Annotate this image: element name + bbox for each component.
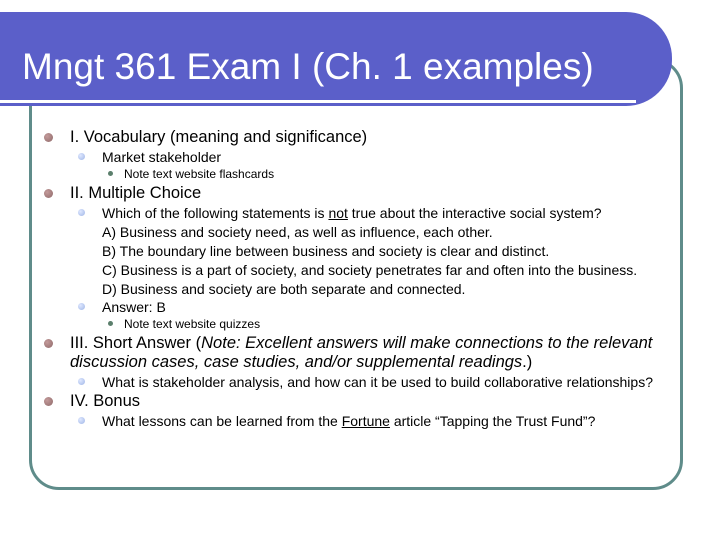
bullet-icon xyxy=(108,321,113,326)
emphasis-not: not xyxy=(328,205,348,221)
short-answer-note: Note: Excellent answers will make connections to the relevant discussion cases, case studies, and/or supplemental readings xyxy=(70,334,653,371)
section-title-start: III. Short Answer ( xyxy=(70,334,202,352)
bullet-icon xyxy=(44,339,53,348)
question xyxy=(40,374,680,390)
choice-a: A) Business and society need, as well as influence, each other. xyxy=(102,224,493,240)
bullet-icon xyxy=(44,189,53,198)
section-title: II. Multiple Choice xyxy=(70,184,202,202)
bullet-icon xyxy=(44,397,53,406)
choice-b: B) The boundary line between business and society is clear and distinct. xyxy=(102,243,550,259)
question xyxy=(40,205,680,221)
list-item xyxy=(40,316,680,332)
title-bar xyxy=(0,12,672,106)
bullet-icon xyxy=(78,153,85,160)
section-title: IV. Bonus xyxy=(70,392,141,410)
question-text-start: Which of the following statements is xyxy=(102,205,329,221)
section-title: I. Vocabulary (meaning and significance) xyxy=(70,128,368,146)
question xyxy=(40,413,680,429)
section-multiple-choice xyxy=(40,184,680,203)
item-text: Note text website quizzes xyxy=(124,317,261,331)
section-bonus xyxy=(40,392,680,411)
bullet-icon xyxy=(78,417,85,424)
section-vocabulary xyxy=(40,128,680,147)
question-text-end: article “Tapping the Trust Fund”? xyxy=(389,413,596,429)
bullet-icon xyxy=(78,209,85,216)
slide-title: Mngt 361 Exam I (Ch. 1 examples) xyxy=(22,46,594,87)
question-text-end: true about the interactive social system? xyxy=(347,205,602,221)
choice-c: C) Business is a part of society, and society penetrates far and often into the business. xyxy=(102,262,638,278)
question-text-start: What lessons can be learned from the xyxy=(102,413,342,429)
answer xyxy=(40,299,680,315)
bullet-icon xyxy=(44,133,53,142)
item-text: Market stakeholder xyxy=(102,149,222,165)
fortune-title: Fortune xyxy=(341,413,390,429)
answer-text: Answer: B xyxy=(102,299,166,315)
bullet-icon xyxy=(108,171,113,176)
title-underline xyxy=(0,100,636,103)
choice-d: D) Business and society are both separate and connected. xyxy=(102,281,466,297)
item-text: Note text website flashcards xyxy=(124,167,275,181)
section-short-answer xyxy=(40,334,680,372)
question-text: What is stakeholder analysis, and how can it be used to build collaborative relationships? xyxy=(102,374,653,390)
slide-content xyxy=(40,126,680,429)
list-item xyxy=(40,149,680,165)
list-item xyxy=(40,166,680,182)
bullet-icon xyxy=(78,303,85,310)
bullet-icon xyxy=(78,378,85,385)
section-title-end: .) xyxy=(522,353,533,371)
